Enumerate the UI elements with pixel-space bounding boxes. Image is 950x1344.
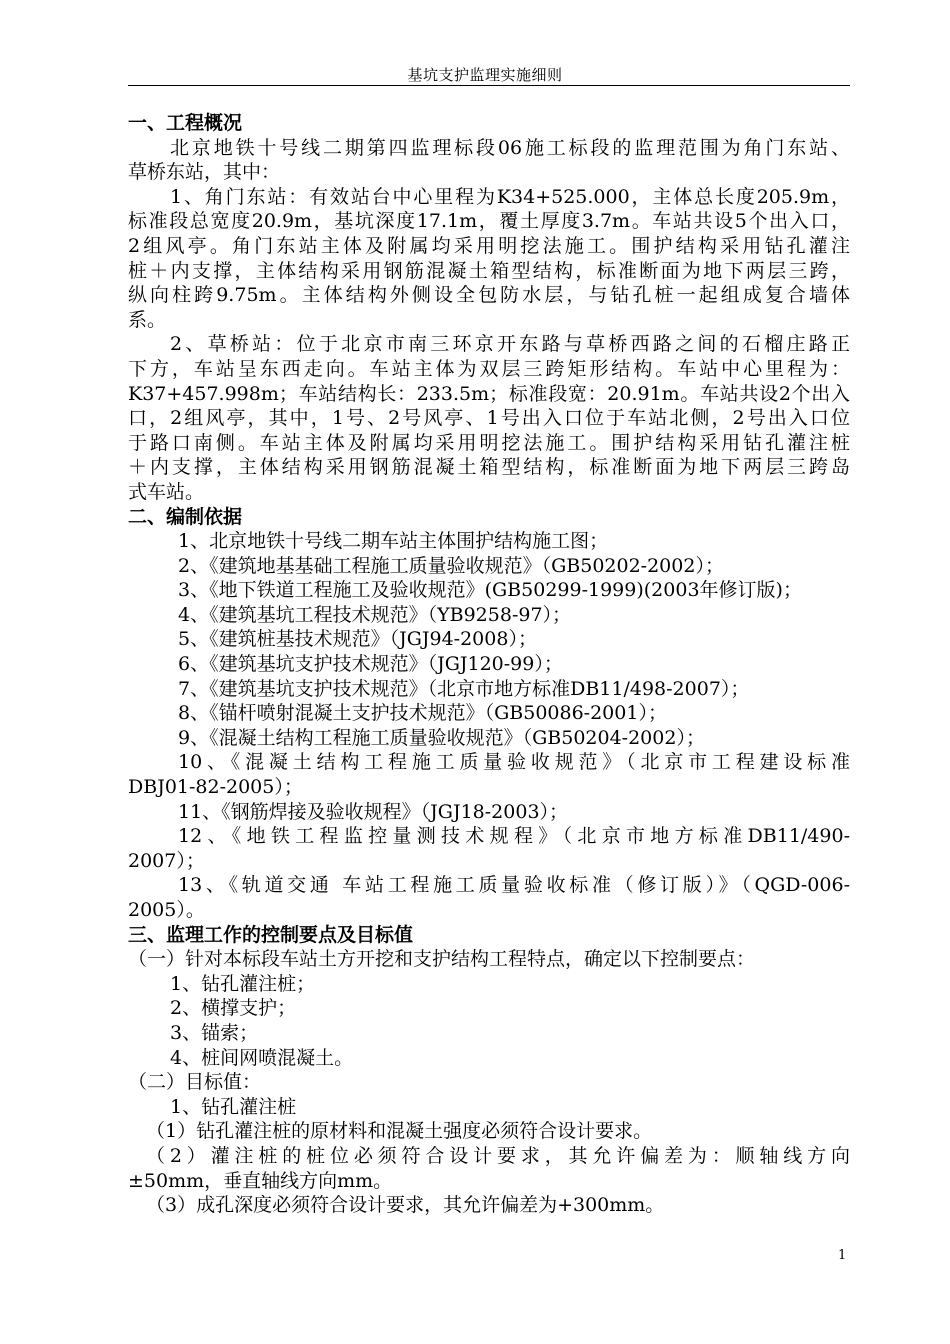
text-line: ＋内支撑，主体结构采用钢筋混凝土箱型结构，标准断面为地下两层三跨岛 — [128, 456, 850, 479]
text-line: 1、北京地铁十号线二期车站主体围护结构施工图； — [178, 530, 609, 553]
text-line: K37+457.998m；车站结构长：233.5m；标准段宽：20.91m。车站共设2个出入 — [128, 382, 850, 405]
text-line: （1）钻孔灌注桩的原材料和混凝土强度必须符合设计要求。 — [146, 1120, 653, 1143]
text-line: 11、《钢筋焊接及验收规程》（JGJ18-2003）； — [178, 800, 569, 823]
section-heading: 三、监理工作的控制要点及目标值 — [128, 923, 414, 946]
text-line: 2007）； — [128, 849, 205, 872]
header-rule — [128, 85, 850, 86]
section-heading: 一、工程概况 — [128, 112, 243, 134]
text-line: 1、角门东站：有效站台中心里程为K34+525.000，主体总长度205.9m， — [170, 185, 850, 208]
text-line: 北京地铁十号线二期第四监理标段06施工标段的监理范围为角门东站、 — [170, 136, 850, 159]
text-line: 2、《建筑地基基础工程施工质量验收规范》（GB50202-2002）； — [178, 554, 724, 577]
text-line: 口，2组风亭，其中，1号、2号风亭、1号出入口位于车站北侧，2号出入口位 — [128, 407, 850, 430]
text-line: 3、《地下铁道工程施工及验收规范》(GB50299-1999)(2003年修订版)； — [178, 579, 802, 602]
text-line: 2、草桥站：位于北京市南三环京开东路与草桥西路之间的石榴庄路正 — [170, 333, 850, 356]
text-line: 13、《轨道交通 车站工程施工质量验收标准（修订版）》（QGD-006- — [178, 874, 850, 897]
text-line: 2、横撑支护； — [170, 997, 297, 1020]
text-line: 纵向柱跨9.75m。主体结构外侧设全包防水层，与钻孔桩一起组成复合墙体 — [128, 284, 850, 307]
text-line: 4、桩间网喷混凝土。 — [170, 1046, 354, 1069]
text-line: 12、《地铁工程监控量测技术规程》（北京市地方标准DB11/490- — [178, 825, 850, 848]
text-line: 1、钻孔灌注桩； — [170, 972, 316, 995]
page-number: 1 — [838, 1248, 847, 1263]
text-line: 6、《建筑基坑支护技术规范》（JGJ120-99）； — [178, 653, 563, 676]
text-line: 5、《建筑桩基技术规范》（JGJ94-2008）； — [178, 628, 537, 651]
text-line: ±50mm，垂直轴线方向mm。 — [128, 1169, 393, 1192]
header-title: 基坑支护监理实施细则 — [407, 66, 563, 84]
text-line: 系。 — [128, 308, 167, 331]
text-line: （3）成孔深度必须符合设计要求，其允许偏差为+300mm。 — [146, 1194, 665, 1217]
text-line: 9、《混凝土结构工程施工质量验收规范》（GB50204-2002）； — [178, 726, 705, 749]
text-line: 2005）。 — [128, 899, 205, 921]
text-line: 10、《混凝土结构工程施工质量验收规范》（北京市工程建设标准 — [178, 751, 850, 774]
text-line: 1、钻孔灌注桩 — [170, 1095, 297, 1118]
text-line: 8、《锚杆喷射混凝土支护技术规范》（GB50086-2001）； — [178, 702, 667, 725]
text-line: 4、《建筑基坑工程技术规范》（YB9258-97）； — [178, 603, 572, 626]
text-line: （2）灌注桩的桩位必须符合设计要求，其允许偏差为：顺轴线方向 — [146, 1144, 850, 1167]
text-line: 于路口南侧。车站主体及附属均采用明挖法施工。围护结构采用钻孔灌注桩 — [128, 431, 850, 454]
text-line: 式车站。 — [128, 480, 205, 503]
text-line: DBJ01-82-2005）； — [128, 776, 303, 799]
text-line: 草桥东站，其中： — [128, 161, 281, 184]
text-line: （一）针对本标段车站土方开挖和支护结构工程特点，确定以下控制要点： — [128, 948, 756, 971]
text-line: 桩＋内支撑，主体结构采用钢筋混凝土箱型结构，标准断面为地下两层三跨， — [128, 259, 850, 282]
text-line: 3、锚索； — [170, 1021, 259, 1044]
text-line: 下方，车站呈东西走向。车站主体为双层三跨矩形结构。车站中心里程为： — [128, 357, 850, 380]
text-line: 2组风亭。角门东站主体及附属均采用明挖法施工。围护结构采用钻孔灌注 — [128, 234, 850, 257]
text-line: 标准段总宽度20.9m，基坑深度17.1m，覆土厚度3.7m。车站共设5个出入口， — [128, 210, 850, 233]
section-heading: 二、编制依据 — [128, 505, 243, 528]
document-body — [128, 111, 850, 1218]
text-line: （二）目标值： — [128, 1071, 262, 1094]
text-line: 7、《建筑基坑支护技术规范》（北京市地方标准DB11/498-2007）； — [178, 677, 750, 700]
